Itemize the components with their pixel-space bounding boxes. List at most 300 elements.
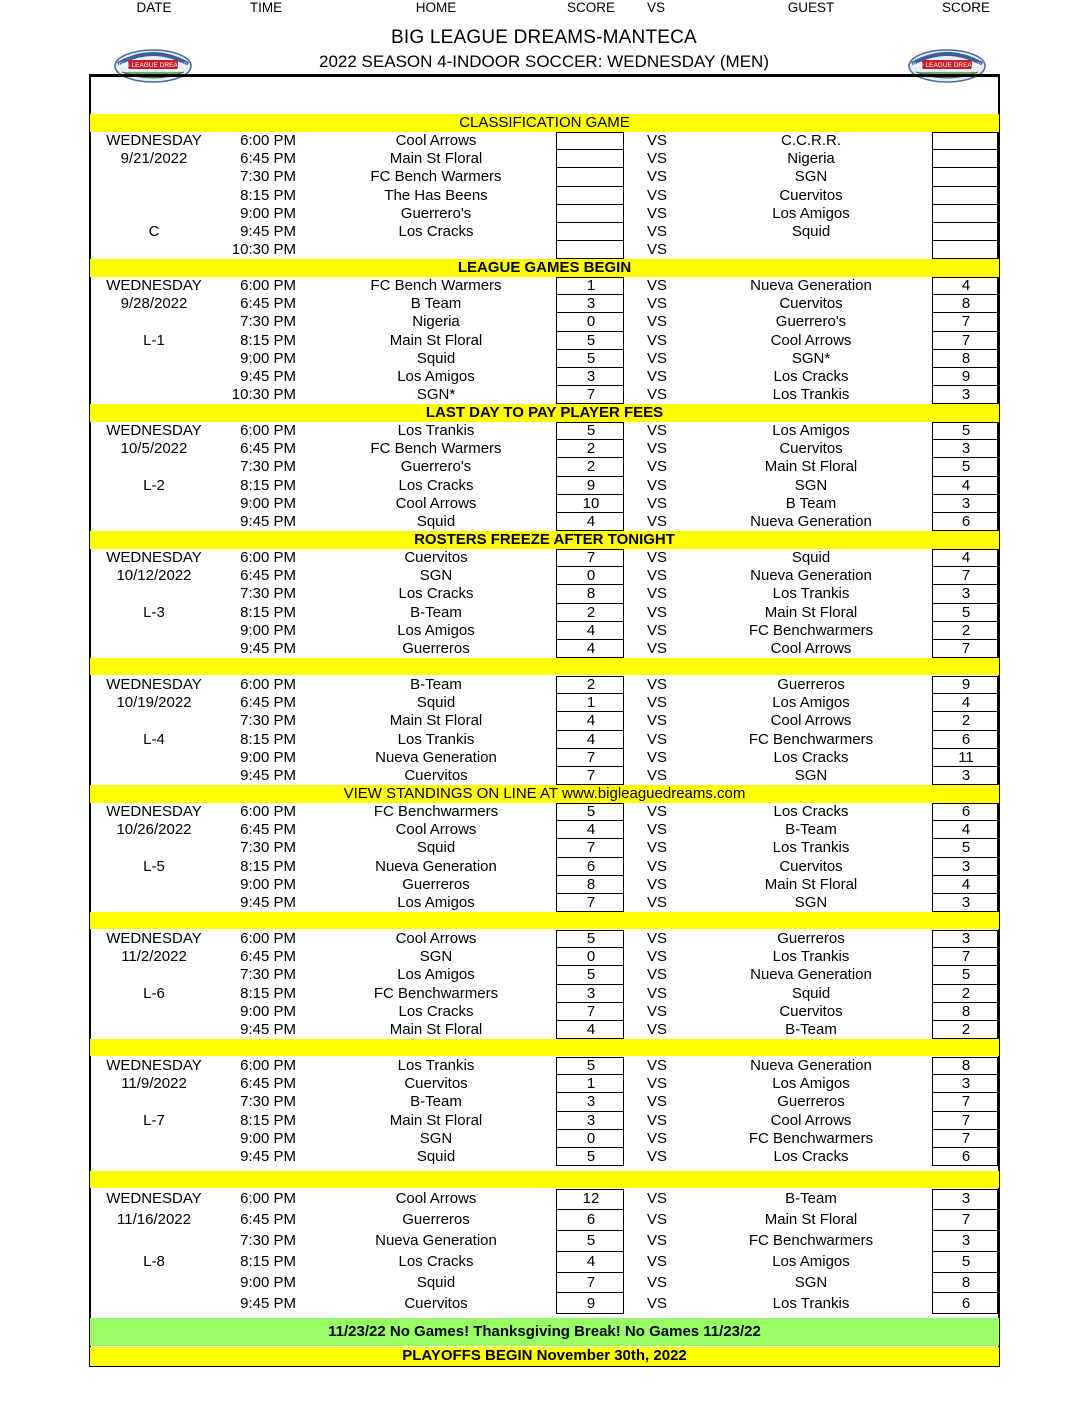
home-score: 3 — [586, 984, 596, 1002]
time-cell: 7:30 PM — [240, 1231, 296, 1249]
guest-score: 3 — [961, 857, 971, 875]
guest-team: FC Benchwarmers — [748, 1129, 874, 1147]
guest-score: 3 — [961, 894, 971, 911]
vs-label: VS — [646, 1231, 667, 1249]
home-team: Nueva Generation — [375, 857, 497, 875]
vs-label: VS — [646, 585, 667, 603]
page-title: BIG LEAGUE DREAMS-MANTECA — [391, 27, 697, 48]
col-vs: VS — [646, 0, 665, 15]
guest-team: Los Cracks — [773, 368, 849, 385]
home-team: FC Benchwarmers — [373, 984, 499, 1002]
home-team: Guerreros — [402, 1210, 470, 1228]
guest-score: 3 — [961, 930, 971, 947]
home-team: Cuervitos — [404, 767, 468, 784]
home-team: FC Bench Warmers — [370, 277, 502, 294]
guest-team: Nueva Generation — [750, 567, 872, 585]
home-team: Cool Arrows — [395, 494, 477, 512]
home-score: 7 — [586, 1002, 596, 1020]
home-team: Los Trankis — [397, 1057, 475, 1074]
guest-team: Squid — [791, 984, 831, 1002]
home-team: Main St Floral — [389, 712, 483, 730]
game-row — [0, 477, 1088, 495]
home-score: 0 — [586, 948, 596, 966]
time-cell: 9:45 PM — [240, 513, 296, 530]
col-home-score: SCORE — [566, 0, 615, 15]
guest-team: SGN — [794, 168, 828, 186]
game-row — [0, 640, 1088, 658]
game-row — [0, 604, 1088, 622]
home-team: Squid — [416, 1273, 456, 1291]
home-score: 4 — [586, 730, 596, 748]
guest-team: C.C.R.R. — [781, 132, 841, 149]
date-cell: WEDNESDAY — [106, 676, 202, 693]
guest-score: 7 — [961, 567, 971, 585]
home-score: 2 — [586, 458, 596, 476]
thanksgiving-note: 11/23/22 No Games! Thanksgiving Break! No Games 11/23/22 — [90, 1318, 999, 1346]
home-team: Squid — [416, 1148, 456, 1165]
home-score: 7 — [586, 894, 596, 911]
game-row — [0, 168, 1088, 186]
guest-score: 7 — [961, 331, 971, 349]
guest-team: SGN* — [791, 349, 831, 367]
vs-label: VS — [646, 712, 667, 730]
home-team: The Has Beens — [384, 186, 488, 204]
home-score: 9 — [586, 476, 596, 494]
home-score: 8 — [586, 585, 596, 603]
home-team: Los Amigos — [397, 368, 475, 385]
vs-label: VS — [646, 549, 667, 566]
time-cell: 6:45 PM — [240, 440, 296, 458]
home-score: 8 — [586, 875, 596, 893]
guest-team: Nueva Generation — [750, 966, 872, 984]
guest-team: Cuervitos — [779, 1002, 843, 1020]
time-cell: 6:00 PM — [240, 803, 296, 820]
guest-score: 8 — [961, 1273, 971, 1291]
home-team: FC Benchwarmers — [373, 803, 499, 820]
home-score: 5 — [586, 422, 596, 439]
time-cell: 10:30 PM — [231, 386, 296, 404]
home-score: 4 — [586, 640, 596, 657]
vs-label: VS — [646, 458, 667, 476]
time-cell: 8:15 PM — [240, 984, 296, 1002]
home-score: 2 — [586, 603, 596, 621]
guest-team: B-Team — [785, 821, 837, 839]
time-cell: 8:15 PM — [240, 1252, 296, 1270]
home-score: 7 — [586, 1273, 596, 1291]
home-team: Squid — [416, 839, 456, 857]
home-team: Main St Floral — [389, 331, 483, 349]
home-score: 3 — [586, 1111, 596, 1129]
time-cell: 9:45 PM — [240, 640, 296, 657]
game-row — [0, 876, 1088, 894]
guest-score: 6 — [961, 513, 971, 530]
vs-label: VS — [646, 894, 667, 911]
home-score: 5 — [586, 331, 596, 349]
time-cell: 6:00 PM — [240, 676, 296, 693]
date-cell: 10/12/2022 — [116, 567, 192, 585]
guest-score: 7 — [961, 1210, 971, 1228]
guest-score: 2 — [961, 1021, 971, 1038]
svg-text:BIG LEAGUE DREAMS: BIG LEAGUE DREAMS — [118, 62, 188, 69]
guest-score: 4 — [961, 694, 971, 712]
guest-team: Guerreros — [777, 930, 845, 947]
guest-score: 7 — [961, 1129, 971, 1147]
game-row — [0, 132, 1088, 150]
home-team: Los Amigos — [397, 621, 475, 639]
vs-label: VS — [646, 1111, 667, 1129]
col-guest-score: SCORE — [941, 0, 990, 15]
section-banner: VIEW STANDINGS ON LINE AT www.bigleaguedreams.com — [90, 785, 999, 803]
guest-score: 9 — [961, 368, 971, 385]
home-team: Nigeria — [412, 313, 460, 331]
time-cell: 6:45 PM — [240, 1075, 296, 1093]
vs-label: VS — [646, 839, 667, 857]
game-row — [0, 821, 1088, 839]
home-score: 7 — [586, 839, 596, 857]
game-row — [0, 295, 1088, 313]
date-cell: 9/21/2022 — [120, 150, 188, 168]
time-cell: 6:45 PM — [240, 948, 296, 966]
guest-score: 3 — [961, 585, 971, 603]
time-cell: 8:15 PM — [240, 857, 296, 875]
home-team: Nueva Generation — [375, 1231, 497, 1249]
time-cell: 8:15 PM — [240, 476, 296, 494]
home-team: Los Trankis — [397, 730, 475, 748]
section-banner: LEAGUE GAMES BEGIN — [90, 259, 999, 277]
guest-team: SGN — [794, 894, 828, 911]
date-cell: WEDNESDAY — [106, 422, 202, 439]
home-score: 4 — [586, 513, 596, 530]
vs-label: VS — [646, 186, 667, 204]
home-score: 4 — [586, 1021, 596, 1038]
guest-score: 7 — [961, 1111, 971, 1129]
home-team: Cuervitos — [404, 1294, 468, 1312]
game-row — [0, 622, 1088, 640]
guest-score: 5 — [961, 1252, 971, 1270]
guest-team: Guerreros — [777, 1093, 845, 1111]
date-cell: 11/16/2022 — [117, 1210, 191, 1228]
guest-score: 6 — [961, 803, 971, 820]
vs-label: VS — [646, 1148, 667, 1165]
vs-label: VS — [646, 349, 667, 367]
home-score: 0 — [586, 1129, 596, 1147]
home-score: 5 — [586, 1148, 596, 1165]
vs-label: VS — [646, 748, 667, 766]
time-cell: 7:30 PM — [240, 1093, 296, 1111]
vs-label: VS — [646, 803, 667, 820]
game-row — [0, 187, 1088, 205]
time-cell: 7:30 PM — [240, 458, 296, 476]
game-row — [0, 1273, 1088, 1294]
game-row — [0, 749, 1088, 767]
vs-label: VS — [646, 295, 667, 313]
home-team: Los Cracks — [398, 1002, 474, 1020]
home-team: Los Amigos — [397, 966, 475, 984]
time-cell: 6:00 PM — [240, 422, 296, 439]
vs-label: VS — [646, 1002, 667, 1020]
home-team: SGN — [419, 948, 453, 966]
time-cell: 9:45 PM — [240, 368, 296, 385]
time-cell: 7:30 PM — [240, 313, 296, 331]
home-score: 9 — [586, 1294, 596, 1312]
guest-team: Squid — [791, 549, 831, 566]
guest-team: SGN — [794, 767, 828, 784]
home-team: Cuervitos — [404, 1075, 468, 1093]
page-subtitle: 2022 SEASON 4-INDOOR SOCCER: WEDNESDAY (MEN) — [319, 52, 769, 71]
home-team: Cool Arrows — [395, 930, 477, 947]
time-cell: 6:00 PM — [240, 1190, 296, 1207]
guest-team: Guerrero's — [775, 313, 847, 331]
time-cell: 6:00 PM — [240, 132, 296, 149]
guest-team: Los Trankis — [772, 386, 850, 404]
guest-team: Los Trankis — [772, 948, 850, 966]
date-cell: L-3 — [143, 603, 165, 621]
home-team: Guerrero's — [400, 458, 472, 476]
date-cell: L-5 — [143, 857, 165, 875]
home-team: Los Cracks — [398, 1252, 474, 1270]
vs-label: VS — [646, 168, 667, 186]
vs-label: VS — [646, 966, 667, 984]
home-score: 5 — [586, 1057, 596, 1074]
guest-score: 2 — [961, 984, 971, 1002]
home-team: Los Cracks — [398, 585, 474, 603]
vs-label: VS — [646, 1057, 667, 1074]
vs-label: VS — [646, 386, 667, 404]
vs-label: VS — [646, 223, 667, 240]
home-team: B Team — [410, 295, 462, 313]
home-team: Los Trankis — [397, 422, 475, 439]
vs-label: VS — [646, 150, 667, 168]
col-date: DATE — [136, 0, 172, 15]
guest-score: 7 — [961, 948, 971, 966]
vs-label: VS — [646, 1093, 667, 1111]
vs-label: VS — [646, 603, 667, 621]
time-cell: 9:45 PM — [240, 1294, 296, 1312]
guest-score: 6 — [961, 1148, 971, 1165]
home-team: SGN — [419, 1129, 453, 1147]
time-cell: 10:30 PM — [231, 241, 296, 259]
vs-label: VS — [646, 621, 667, 639]
home-score: 3 — [586, 1093, 596, 1111]
guest-team: SGN — [794, 476, 828, 494]
guest-team: FC Benchwarmers — [748, 621, 874, 639]
guest-score: 8 — [961, 349, 971, 367]
time-cell: 9:45 PM — [240, 1148, 296, 1165]
game-row — [0, 1231, 1088, 1252]
guest-score: 5 — [961, 839, 971, 857]
time-cell: 9:00 PM — [240, 875, 296, 893]
game-row — [0, 277, 1088, 295]
time-cell: 6:45 PM — [240, 295, 296, 313]
date-cell: WEDNESDAY — [106, 549, 202, 566]
time-cell: 6:00 PM — [240, 930, 296, 947]
time-cell: 9:45 PM — [240, 894, 296, 911]
home-team: FC Bench Warmers — [370, 440, 502, 458]
time-cell: 6:45 PM — [240, 694, 296, 712]
game-row — [0, 1189, 1088, 1210]
date-cell: L-8 — [143, 1252, 165, 1270]
guest-score: 3 — [961, 386, 971, 404]
game-row — [0, 368, 1088, 386]
date-cell: 11/2/2022 — [121, 948, 187, 966]
game-row — [0, 1252, 1088, 1273]
guest-score: 6 — [961, 1294, 971, 1312]
time-cell: 9:00 PM — [240, 1273, 296, 1291]
home-score: 0 — [586, 567, 596, 585]
time-cell: 8:15 PM — [240, 603, 296, 621]
time-cell: 6:00 PM — [240, 277, 296, 294]
vs-label: VS — [646, 567, 667, 585]
game-row — [0, 422, 1088, 440]
vs-label: VS — [646, 930, 667, 947]
guest-team: Los Amigos — [772, 694, 850, 712]
game-row — [0, 567, 1088, 585]
guest-team: Nueva Generation — [750, 513, 872, 530]
section-banner: LAST DAY TO PAY PLAYER FEES — [90, 404, 999, 422]
guest-team: B-Team — [785, 1190, 837, 1207]
game-row — [0, 150, 1088, 168]
time-cell: 9:45 PM — [240, 767, 296, 784]
guest-score: 4 — [961, 821, 971, 839]
game-row — [0, 1112, 1088, 1130]
col-time: TIME — [249, 0, 283, 15]
home-score: 4 — [586, 621, 596, 639]
game-row — [0, 549, 1088, 567]
guest-team: Cool Arrows — [770, 1111, 852, 1129]
date-cell: WEDNESDAY — [106, 803, 202, 820]
vs-label: VS — [646, 1075, 667, 1093]
home-team: SGN — [419, 567, 453, 585]
guest-team: Los Amigos — [772, 422, 850, 439]
game-row — [0, 458, 1088, 476]
guest-team: Nigeria — [787, 150, 835, 168]
time-cell: 7:30 PM — [240, 168, 296, 186]
home-team: FC Bench Warmers — [370, 168, 502, 186]
home-score: 5 — [586, 1231, 596, 1249]
guest-score: 6 — [961, 730, 971, 748]
guest-team: Nueva Generation — [750, 277, 872, 294]
vs-label: VS — [646, 476, 667, 494]
guest-team: Los Cracks — [773, 803, 849, 820]
time-cell: 9:00 PM — [240, 1002, 296, 1020]
guest-score: 4 — [961, 476, 971, 494]
guest-score: 11 — [958, 748, 974, 766]
game-row — [0, 676, 1088, 694]
guest-score: 5 — [961, 603, 971, 621]
home-team: Los Cracks — [398, 476, 474, 494]
guest-score: 3 — [961, 494, 971, 512]
home-team: Los Cracks — [398, 223, 474, 240]
guest-score: 5 — [961, 422, 971, 439]
guest-team: Los Amigos — [772, 1075, 850, 1093]
date-cell: L-6 — [143, 984, 165, 1002]
game-row — [0, 1021, 1088, 1039]
guest-team: Cuervitos — [779, 186, 843, 204]
vs-label: VS — [646, 1021, 667, 1038]
vs-label: VS — [646, 1129, 667, 1147]
home-team: Guerreros — [402, 875, 470, 893]
col-guest: GUEST — [787, 0, 835, 15]
section-banner: ROSTERS FREEZE AFTER TONIGHT — [90, 531, 999, 549]
game-row — [0, 948, 1088, 966]
vs-label: VS — [646, 313, 667, 331]
home-team: Main St Floral — [389, 1021, 483, 1038]
guest-score: 7 — [961, 1093, 971, 1111]
guest-score: 4 — [961, 549, 971, 566]
date-cell: L-2 — [143, 476, 165, 494]
home-score: 10 — [582, 494, 600, 512]
time-cell: 9:45 PM — [240, 223, 296, 240]
home-team: Squid — [416, 694, 456, 712]
guest-team: Los Trankis — [772, 839, 850, 857]
home-team: Cool Arrows — [395, 132, 477, 149]
date-cell: L-7 — [143, 1111, 165, 1129]
game-row — [0, 712, 1088, 730]
guest-score: 8 — [961, 1057, 971, 1074]
game-row — [0, 1075, 1088, 1093]
guest-score: 3 — [961, 440, 971, 458]
home-team: Main St Floral — [389, 150, 483, 168]
home-team: Guerrero's — [400, 204, 472, 222]
game-row — [0, 1003, 1088, 1021]
date-cell: L-1 — [143, 331, 165, 349]
game-row — [0, 803, 1088, 821]
game-row — [0, 1294, 1088, 1315]
home-score: 2 — [586, 440, 596, 458]
home-team: Cool Arrows — [395, 1190, 477, 1207]
guest-team: Los Trankis — [772, 585, 850, 603]
vs-label: VS — [646, 767, 667, 784]
game-row — [0, 894, 1088, 912]
guest-score: 8 — [961, 295, 971, 313]
home-score: 4 — [586, 1252, 596, 1270]
guest-score: 5 — [961, 966, 971, 984]
date-cell: 10/26/2022 — [116, 821, 192, 839]
date-cell: WEDNESDAY — [106, 1057, 202, 1074]
time-cell: 9:00 PM — [240, 621, 296, 639]
home-score: 1 — [586, 277, 596, 294]
game-row — [0, 1093, 1088, 1111]
time-cell: 6:45 PM — [240, 821, 296, 839]
guest-team: Nueva Generation — [750, 1057, 872, 1074]
game-row — [0, 223, 1088, 241]
time-cell: 6:00 PM — [240, 1057, 296, 1074]
home-score: 4 — [586, 821, 596, 839]
guest-score: 3 — [961, 1190, 971, 1207]
home-team: SGN* — [416, 386, 456, 404]
home-team: Main St Floral — [389, 1111, 483, 1129]
time-cell: 8:15 PM — [240, 730, 296, 748]
guest-team: Main St Floral — [764, 603, 858, 621]
home-score: 7 — [586, 748, 596, 766]
guest-team: Guerreros — [777, 676, 845, 693]
game-row — [0, 858, 1088, 876]
guest-team: Los Trankis — [772, 1294, 850, 1312]
time-cell: 9:00 PM — [240, 494, 296, 512]
time-cell: 8:15 PM — [240, 331, 296, 349]
section-banner — [90, 1039, 999, 1056]
game-row — [0, 1130, 1088, 1148]
game-row — [0, 839, 1088, 857]
vs-label: VS — [646, 241, 667, 259]
home-score: 7 — [586, 386, 596, 404]
home-score: 6 — [586, 857, 596, 875]
vs-label: VS — [646, 422, 667, 439]
home-score: 1 — [586, 1075, 596, 1093]
home-score: 6 — [586, 1210, 596, 1228]
home-team: Guerreros — [402, 640, 470, 657]
date-cell: WEDNESDAY — [106, 1190, 202, 1207]
